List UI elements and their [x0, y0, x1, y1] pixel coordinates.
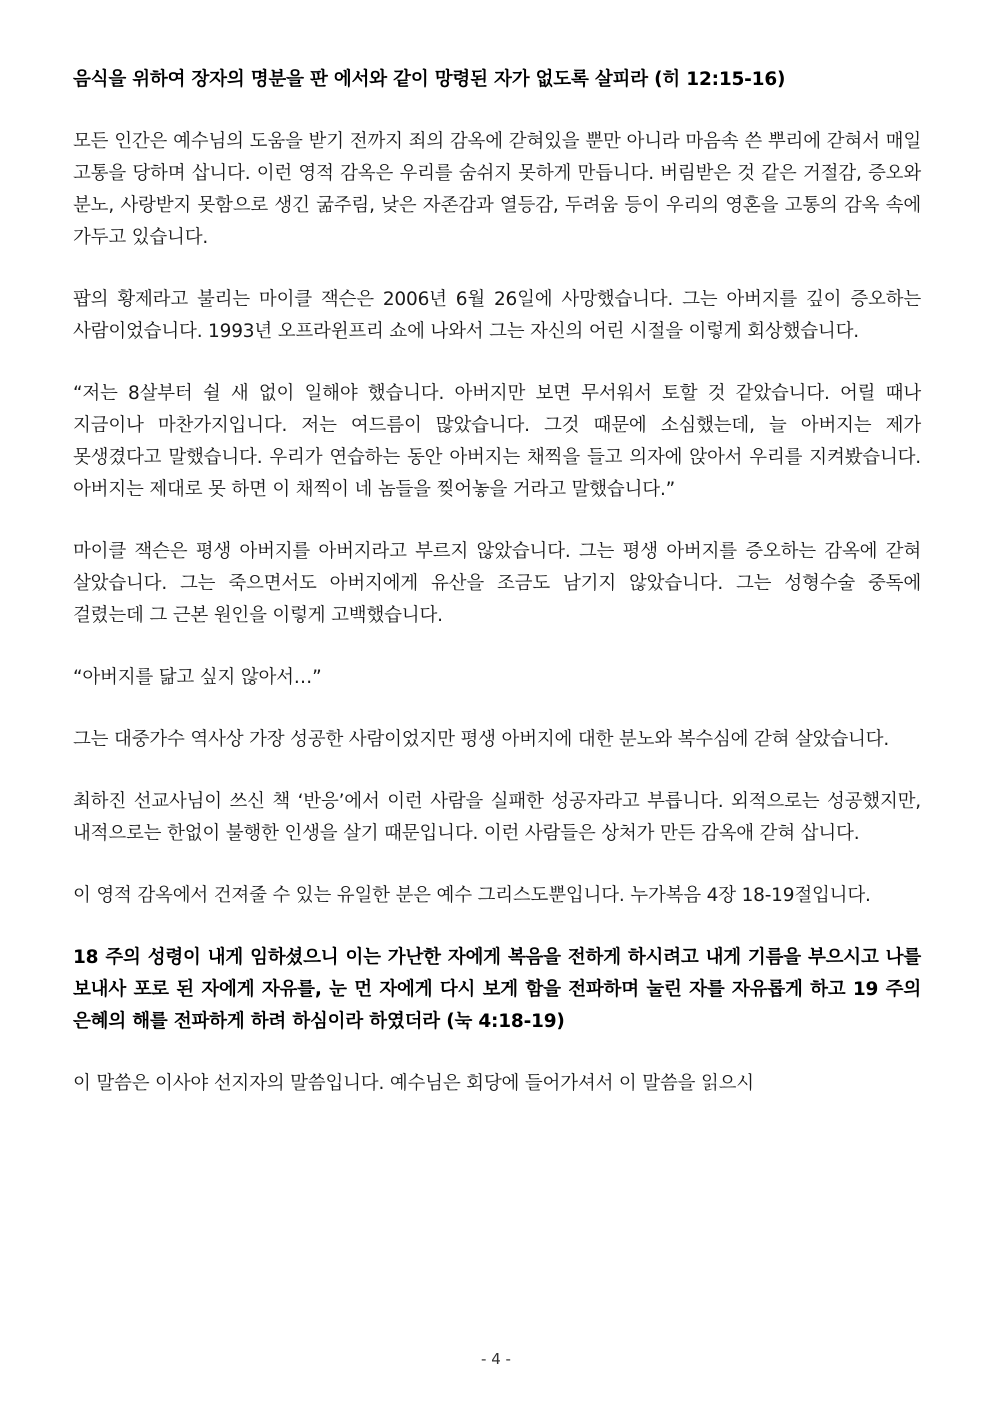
document-body	[73, 64, 921, 1130]
page-number: - 4 -	[481, 1350, 511, 1368]
paragraph-only-jesus: 이 영적 감옥에서 건져줄 수 있는 유일한 분은 예수 그리스도뿐입니다. 누가복음 4장 18-19절입니다.	[73, 885, 871, 906]
paragraph-luke-scripture: 18 주의 성령이 내게 임하셨으니 이는 가난한 자에게 복음을 전하게 하시려고 내게 기름을 부으시고 나를 보내사 포로 된 자에게 자유를, 눈 먼 자에게 다시 보게 함을 전파하며 눌린 자를 자유롭게 하고 19 주의 은혜의 해를 전파하게 하려 하심이라 하였더라 (눅 4:18-19)	[73, 947, 921, 1032]
paragraph-spiritual-prison: 모든 인간은 예수님의 도움을 받기 전까지 죄의 감옥에 갇혀있을 뿐만 아니라 마음속 쓴 뿌리에 갇혀서 매일 고통을 당하며 삽니다. 이런 영적 감옥은 우리를 숨쉬지 못하게 만듭니다. 버림받은 것 같은 거절감, 증오와 분노, 사랑받지 못함으로 생긴 굶주림, 낮은 자존감과 열등감, 두려움 등이 우리의 영혼을 고통의 감옥 속에 가두고 있습니다.	[73, 131, 921, 248]
paragraph-short-quote: “아버지를 닮고 싶지 않아서…”	[73, 667, 322, 688]
paragraph-michael-jackson-intro: 팝의 황제라고 불리는 마이클 잭슨은 2006년 6월 26일에 사망했습니다. 그는 아버지를 깊이 증오하는 사람이었습니다. 1993년 오프라윈프리 쇼에 나와서 그는 자신의 어린 시절을 이렇게 회상했습니다.	[73, 289, 921, 342]
paragraph-scripture-heading: 음식을 위하여 장자의 명분을 판 에서와 같이 망령된 자가 없도록 살피라 (히 12:15-16)	[73, 69, 786, 90]
paragraph-failed-success: 최하진 선교사님이 쓰신 책 ‘반응’에서 이런 사람을 실패한 성공자라고 부릅니다. 외적으로는 성공했지만, 내적으로는 한없이 불행한 인생을 살기 때문입니다. 이런 사람들은 상처가 만든 감옥애 갇혀 삽니다.	[73, 791, 921, 844]
paragraph-jackson-quote: “저는 8살부터 쉴 새 없이 일해야 했습니다. 아버지만 보면 무서워서 토할 것 같았습니다. 어릴 때나 지금이나 마찬가지입니다. 저는 여드름이 많았습니다. 그것 때문에 소심했는데, 늘 아버지는 제가 못생겼다고 말했습니다. 우리가 연습하는 동안 아버지는 채찍을 들고 의자에 앉아서 우리를 지켜봤습니다. 아버지는 제대로 못 하면 이 채찍이 네 놈들을 찢어놓을 거라고 말했습니다.”	[73, 383, 921, 500]
paragraph-jackson-father: 마이클 잭슨은 평생 아버지를 아버지라고 부르지 않았습니다. 그는 평생 아버지를 증오하는 감옥에 갇혀 살았습니다. 그는 죽으면서도 아버지에게 유산을 조금도 남기지 않았습니다. 그는 성형수술 중독에 걸렸는데 그 근본 원인을 이렇게 고백했습니다.	[73, 541, 921, 626]
paragraph-isaiah: 이 말씀은 이사야 선지자의 말씀입니다. 예수님은 회당에 들어가셔서 이 말씀을 읽으시	[73, 1073, 754, 1094]
paragraph-anger-prison: 그는 대중가수 역사상 가장 성공한 사람이었지만 평생 아버지에 대한 분노와 복수심에 갇혀 살았습니다.	[73, 729, 890, 750]
